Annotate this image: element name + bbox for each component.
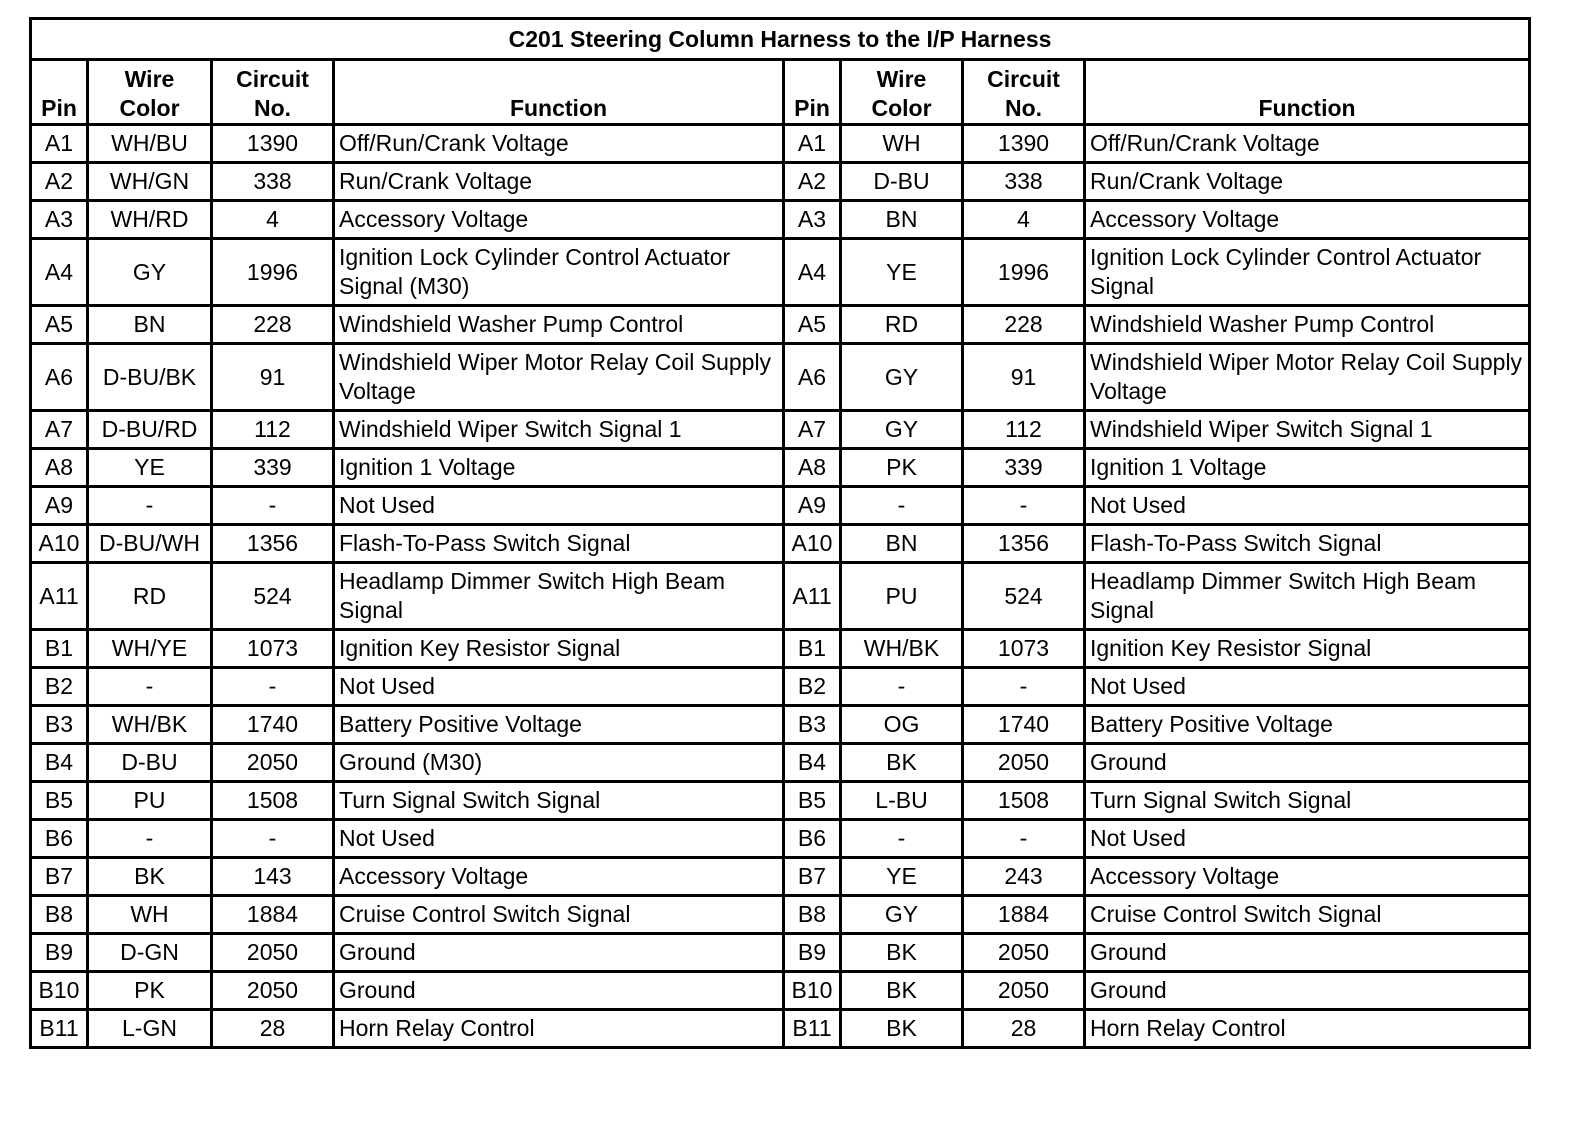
function-cell-left: Turn Signal Switch Signal [334, 782, 784, 820]
circuit-cell-left: 1996 [212, 239, 334, 306]
wire-color-cell-left: PU [88, 782, 212, 820]
table-row [31, 858, 1530, 896]
pin-cell-right: B4 [784, 744, 841, 782]
wire-color-cell-right: BK [841, 1010, 963, 1048]
table-row [31, 344, 1530, 411]
circuit-cell-left: 2050 [212, 972, 334, 1010]
circuit-cell-right: 1884 [963, 896, 1085, 934]
circuit-cell-right: 112 [963, 411, 1085, 449]
function-cell-left: Not Used [334, 668, 784, 706]
circuit-cell-right: 1073 [963, 630, 1085, 668]
header-circuit-right-line1: Circuit [987, 66, 1060, 92]
wire-color-cell-right: OG [841, 706, 963, 744]
function-cell-right: Run/Crank Voltage [1085, 163, 1530, 201]
function-cell-left: Ignition Lock Cylinder Control Actuator Signal (M30) [334, 239, 784, 306]
header-wire-color-right [841, 60, 963, 125]
circuit-cell-left: 91 [212, 344, 334, 411]
pin-cell-left: A6 [31, 344, 88, 411]
circuit-cell-right: 338 [963, 163, 1085, 201]
wire-color-cell-right: L-BU [841, 782, 963, 820]
wire-color-cell-left: WH/BU [88, 125, 212, 163]
table-row [31, 744, 1530, 782]
pin-cell-left: A3 [31, 201, 88, 239]
function-cell-left: Windshield Wiper Switch Signal 1 [334, 411, 784, 449]
function-cell-right: Cruise Control Switch Signal [1085, 896, 1530, 934]
function-cell-right: Battery Positive Voltage [1085, 706, 1530, 744]
table-row [31, 630, 1530, 668]
circuit-cell-left: 28 [212, 1010, 334, 1048]
pin-cell-left: B2 [31, 668, 88, 706]
function-cell-right: Ignition 1 Voltage [1085, 449, 1530, 487]
header-wire-color-left-line1: Wire [124, 66, 175, 92]
circuit-cell-left: - [212, 820, 334, 858]
circuit-cell-right: 1390 [963, 125, 1085, 163]
wire-color-cell-left: D-GN [88, 934, 212, 972]
pin-cell-right: A3 [784, 201, 841, 239]
wire-color-cell-left: RD [88, 563, 212, 630]
pin-cell-left: B10 [31, 972, 88, 1010]
wire-color-cell-right: BN [841, 201, 963, 239]
pin-cell-right: A11 [784, 563, 841, 630]
connector-pinout-table [29, 17, 1531, 1049]
wire-color-cell-right: GY [841, 411, 963, 449]
table-row [31, 306, 1530, 344]
circuit-cell-right: - [963, 487, 1085, 525]
pin-cell-left: A2 [31, 163, 88, 201]
pin-cell-left: B8 [31, 896, 88, 934]
wire-color-cell-right: YE [841, 239, 963, 306]
circuit-cell-right: - [963, 820, 1085, 858]
table-body [31, 125, 1530, 1048]
circuit-cell-left: 1740 [212, 706, 334, 744]
pin-cell-right: B10 [784, 972, 841, 1010]
header-pin-right: Pin [784, 60, 841, 125]
wire-color-cell-right: GY [841, 344, 963, 411]
wire-color-cell-left: D-BU [88, 744, 212, 782]
table-row [31, 668, 1530, 706]
table-row [31, 487, 1530, 525]
wire-color-cell-left: D-BU/BK [88, 344, 212, 411]
circuit-cell-right: 1740 [963, 706, 1085, 744]
circuit-cell-left: 338 [212, 163, 334, 201]
function-cell-right: Not Used [1085, 820, 1530, 858]
wire-color-cell-left: - [88, 820, 212, 858]
pin-cell-left: B5 [31, 782, 88, 820]
pin-cell-left: B3 [31, 706, 88, 744]
function-cell-right: Ignition Key Resistor Signal [1085, 630, 1530, 668]
table-row [31, 201, 1530, 239]
pin-cell-right: B2 [784, 668, 841, 706]
table-row [31, 896, 1530, 934]
function-cell-right: Off/Run/Crank Voltage [1085, 125, 1530, 163]
table-row [31, 525, 1530, 563]
pin-cell-right: B7 [784, 858, 841, 896]
pin-cell-left: B11 [31, 1010, 88, 1048]
wire-color-cell-right: - [841, 820, 963, 858]
circuit-cell-right: 1996 [963, 239, 1085, 306]
wire-color-cell-right: BK [841, 972, 963, 1010]
circuit-cell-left: 143 [212, 858, 334, 896]
circuit-cell-left: 228 [212, 306, 334, 344]
circuit-cell-left: - [212, 668, 334, 706]
function-cell-right: Flash-To-Pass Switch Signal [1085, 525, 1530, 563]
circuit-cell-right: 91 [963, 344, 1085, 411]
function-cell-right: Not Used [1085, 487, 1530, 525]
circuit-cell-right: 2050 [963, 972, 1085, 1010]
wire-color-cell-left: BN [88, 306, 212, 344]
pin-cell-right: A9 [784, 487, 841, 525]
function-cell-right: Windshield Wiper Switch Signal 1 [1085, 411, 1530, 449]
table-row [31, 1010, 1530, 1048]
pin-cell-left: A7 [31, 411, 88, 449]
pin-cell-left: A10 [31, 525, 88, 563]
wire-color-cell-right: GY [841, 896, 963, 934]
function-cell-left: Ground [334, 934, 784, 972]
header-circuit-left-line1: Circuit [236, 66, 309, 92]
circuit-cell-left: 1884 [212, 896, 334, 934]
function-cell-left: Windshield Washer Pump Control [334, 306, 784, 344]
table-row [31, 972, 1530, 1010]
header-circuit-right [963, 60, 1085, 125]
circuit-cell-left: 112 [212, 411, 334, 449]
wire-color-cell-left: GY [88, 239, 212, 306]
table-row [31, 239, 1530, 306]
wire-color-cell-left: WH [88, 896, 212, 934]
function-cell-left: Battery Positive Voltage [334, 706, 784, 744]
circuit-cell-left: 4 [212, 201, 334, 239]
header-circuit-left [212, 60, 334, 125]
pin-cell-right: B1 [784, 630, 841, 668]
pin-cell-right: A10 [784, 525, 841, 563]
wire-color-cell-left: D-BU/WH [88, 525, 212, 563]
pin-cell-right: B6 [784, 820, 841, 858]
pin-cell-right: A7 [784, 411, 841, 449]
wire-color-cell-right: BK [841, 934, 963, 972]
pin-cell-right: A5 [784, 306, 841, 344]
table-row [31, 163, 1530, 201]
pin-cell-right: A1 [784, 125, 841, 163]
function-cell-left: Off/Run/Crank Voltage [334, 125, 784, 163]
function-cell-left: Accessory Voltage [334, 201, 784, 239]
circuit-cell-right: 1356 [963, 525, 1085, 563]
wire-color-cell-left: WH/RD [88, 201, 212, 239]
function-cell-left: Run/Crank Voltage [334, 163, 784, 201]
wire-color-cell-right: BN [841, 525, 963, 563]
pin-cell-right: B3 [784, 706, 841, 744]
wire-color-cell-left: WH/GN [88, 163, 212, 201]
function-cell-right: Windshield Washer Pump Control [1085, 306, 1530, 344]
wire-color-cell-left: L-GN [88, 1010, 212, 1048]
circuit-cell-left: 1356 [212, 525, 334, 563]
function-cell-left: Ignition Key Resistor Signal [334, 630, 784, 668]
circuit-cell-right: - [963, 668, 1085, 706]
header-pin-left: Pin [31, 60, 88, 125]
circuit-cell-right: 28 [963, 1010, 1085, 1048]
function-cell-left: Accessory Voltage [334, 858, 784, 896]
pin-cell-right: A4 [784, 239, 841, 306]
table-row [31, 820, 1530, 858]
pin-cell-left: A11 [31, 563, 88, 630]
function-cell-left: Ignition 1 Voltage [334, 449, 784, 487]
pin-cell-left: B4 [31, 744, 88, 782]
function-cell-right: Ignition Lock Cylinder Control Actuator Signal [1085, 239, 1530, 306]
pin-cell-right: A2 [784, 163, 841, 201]
circuit-cell-right: 524 [963, 563, 1085, 630]
wire-color-cell-left: D-BU/RD [88, 411, 212, 449]
pin-cell-right: B5 [784, 782, 841, 820]
circuit-cell-left: 524 [212, 563, 334, 630]
pin-cell-left: B1 [31, 630, 88, 668]
function-cell-right: Accessory Voltage [1085, 858, 1530, 896]
wire-color-cell-left: BK [88, 858, 212, 896]
table-row [31, 934, 1530, 972]
wire-color-cell-right: - [841, 487, 963, 525]
circuit-cell-left: 1508 [212, 782, 334, 820]
function-cell-right: Turn Signal Switch Signal [1085, 782, 1530, 820]
wire-color-cell-right: RD [841, 306, 963, 344]
circuit-cell-left: 339 [212, 449, 334, 487]
wire-color-cell-right: WH/BK [841, 630, 963, 668]
wire-color-cell-left: YE [88, 449, 212, 487]
function-cell-left: Windshield Wiper Motor Relay Coil Supply Voltage [334, 344, 784, 411]
pin-cell-left: B9 [31, 934, 88, 972]
table-row [31, 449, 1530, 487]
function-cell-right: Headlamp Dimmer Switch High Beam Signal [1085, 563, 1530, 630]
function-cell-right: Windshield Wiper Motor Relay Coil Supply Voltage [1085, 344, 1530, 411]
pin-cell-right: A8 [784, 449, 841, 487]
table-row [31, 706, 1530, 744]
wire-color-cell-right: BK [841, 744, 963, 782]
circuit-cell-right: 4 [963, 201, 1085, 239]
function-cell-left: Ground [334, 972, 784, 1010]
circuit-cell-right: 2050 [963, 934, 1085, 972]
function-cell-right: Ground [1085, 934, 1530, 972]
header-function-left: Function [334, 60, 784, 125]
pin-cell-right: A6 [784, 344, 841, 411]
table-row [31, 411, 1530, 449]
wire-color-cell-left: WH/YE [88, 630, 212, 668]
pin-cell-left: A1 [31, 125, 88, 163]
function-cell-left: Horn Relay Control [334, 1010, 784, 1048]
pin-cell-left: B7 [31, 858, 88, 896]
wire-color-cell-left: - [88, 668, 212, 706]
wire-color-cell-right: PK [841, 449, 963, 487]
pin-cell-right: B9 [784, 934, 841, 972]
wire-color-cell-right: WH [841, 125, 963, 163]
header-function-right: Function [1085, 60, 1530, 125]
function-cell-right: Ground [1085, 744, 1530, 782]
circuit-cell-right: 1508 [963, 782, 1085, 820]
table-title: C201 Steering Column Harness to the I/P Harness [31, 19, 1530, 60]
function-cell-right: Ground [1085, 972, 1530, 1010]
table-row [31, 563, 1530, 630]
header-wire-color-right-line2: Color [871, 95, 932, 121]
header-circuit-right-line2: No. [1004, 95, 1043, 121]
pin-cell-right: B8 [784, 896, 841, 934]
wire-color-cell-left: PK [88, 972, 212, 1010]
pin-cell-right: B11 [784, 1010, 841, 1048]
pin-cell-left: A9 [31, 487, 88, 525]
wire-color-cell-right: - [841, 668, 963, 706]
header-wire-color-left-line2: Color [119, 95, 180, 121]
circuit-cell-left: 2050 [212, 744, 334, 782]
function-cell-left: Flash-To-Pass Switch Signal [334, 525, 784, 563]
function-cell-left: Ground (M30) [334, 744, 784, 782]
circuit-cell-left: 1390 [212, 125, 334, 163]
circuit-cell-right: 228 [963, 306, 1085, 344]
circuit-cell-right: 2050 [963, 744, 1085, 782]
function-cell-left: Headlamp Dimmer Switch High Beam Signal [334, 563, 784, 630]
pin-cell-left: A5 [31, 306, 88, 344]
circuit-cell-left: 2050 [212, 934, 334, 972]
wire-color-cell-right: D-BU [841, 163, 963, 201]
table-row [31, 125, 1530, 163]
wire-color-cell-left: WH/BK [88, 706, 212, 744]
function-cell-left: Not Used [334, 487, 784, 525]
table-row [31, 782, 1530, 820]
header-wire-color-right-line1: Wire [876, 66, 927, 92]
function-cell-right: Horn Relay Control [1085, 1010, 1530, 1048]
function-cell-left: Not Used [334, 820, 784, 858]
circuit-cell-left: 1073 [212, 630, 334, 668]
function-cell-right: Accessory Voltage [1085, 201, 1530, 239]
circuit-cell-right: 339 [963, 449, 1085, 487]
circuit-cell-left: - [212, 487, 334, 525]
header-circuit-left-line2: No. [253, 95, 292, 121]
wire-color-cell-right: YE [841, 858, 963, 896]
wire-color-cell-left: - [88, 487, 212, 525]
circuit-cell-right: 243 [963, 858, 1085, 896]
pin-cell-left: B6 [31, 820, 88, 858]
pin-cell-left: A8 [31, 449, 88, 487]
wire-color-cell-right: PU [841, 563, 963, 630]
function-cell-left: Cruise Control Switch Signal [334, 896, 784, 934]
header-wire-color-left [88, 60, 212, 125]
pin-cell-left: A4 [31, 239, 88, 306]
function-cell-right: Not Used [1085, 668, 1530, 706]
